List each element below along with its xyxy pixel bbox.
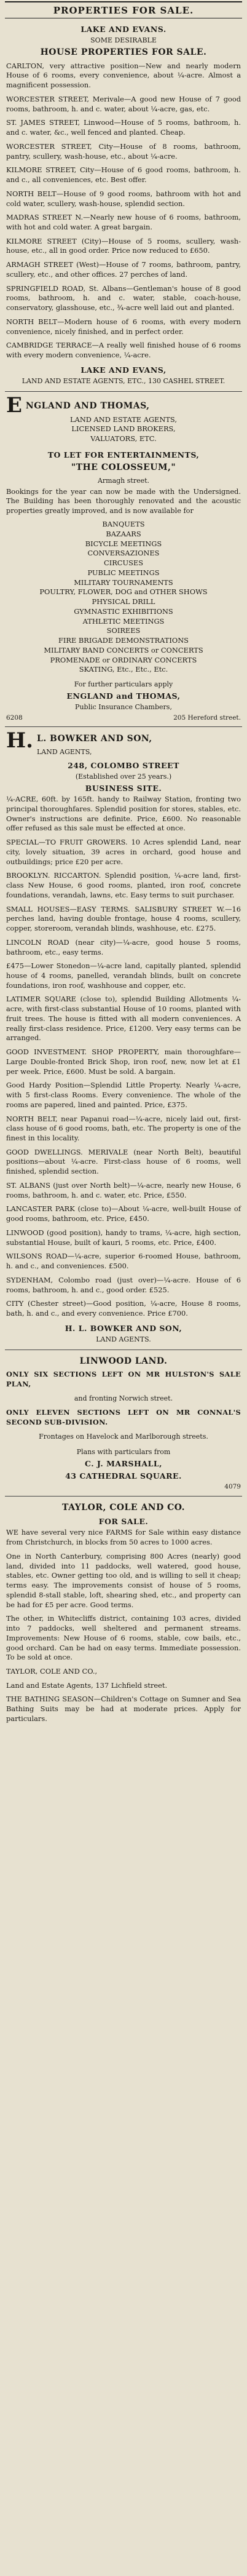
property-listing: LATIMER SQUARE (close to), splendid Building Allotments ¼-acre, with first-class substantial House of 10 rooms, planted with fruit trees. The house is fitted with all modern conveniences. A really first-class residence. Price, £1200. Very easy terms can be arranged. bbox=[6, 995, 241, 1043]
farm-listing: THE BATHING SEASON—Children's Cottage on Sumner and Sea Bathing Suits may be had at moderate prices. Apply for particulars. bbox=[6, 1695, 241, 1723]
farm-listing: Land and Estate Agents, 137 Lichfield street. bbox=[6, 1680, 168, 1690]
firm-name: NGLAND AND THOMAS, bbox=[25, 401, 150, 411]
property-listing: KILMORE STREET (City)—House of 5 rooms, scullery, wash-house, etc., all in good order. Price now reduced to £650. bbox=[6, 236, 241, 255]
farm-listing: TAYLOR, COLE AND CO., bbox=[6, 1667, 98, 1676]
event-item: PROMENADE or ORDINARY CONCERTS bbox=[50, 655, 197, 664]
property-listing: CITY (Chester street)—Good position, ¼-acre, House 8 rooms, bath, h. and c., and every convenience. Price £700. bbox=[6, 1299, 241, 1318]
event-item: FIRE BRIGADE DEMONSTRATIONS bbox=[58, 636, 189, 645]
farm-listing: The other, in Whitecliffs district, containing 103 acres, divided into 7 paddocks, well sheltered and permanent streams. Improvements: New House of 6 rooms, stable, cow bails, etc., good orchard. Can be had on easy terms. Immediate possession. To be sold at once. bbox=[6, 1614, 241, 1662]
event-item: POULTRY, FLOWER, DOG and OTHER SHOWS bbox=[39, 587, 208, 597]
property-listing: WORCESTER STREET, Merivale—A good new House of 7 good rooms, bathroom, h. and c. water, about ¼-acre, gas, etc. bbox=[6, 94, 241, 113]
property-listing: ¼-ACRE, 60ft. by 165ft. handy to Railway Station, fronting two principal thoroughfares. Splendid position for stores, stables, etc. Owner's instructions are definite. Price, £600. No reasonable offer refused as this sale must be effected at once. bbox=[6, 795, 241, 833]
event-item: PHYSICAL DRILL bbox=[92, 597, 155, 606]
advert-subtitle: FOR SALE. bbox=[98, 1517, 149, 1527]
plans-text: Plans with particulars from bbox=[76, 1447, 171, 1456]
property-listing: KILMORE STREET, City—House of 6 good rooms, bathroom, h. and c., all conveniences, etc. Best offer. bbox=[6, 165, 241, 185]
advert-title: HOUSE PROPERTIES FOR SALE. bbox=[40, 47, 207, 58]
event-item: GYMNASTIC EXHIBITIONS bbox=[74, 606, 173, 616]
advert-title: TAYLOR, COLE AND CO. bbox=[61, 1502, 186, 1513]
farm-listing: WE have several very nice FARMS for Sale within easy distance from Christchurch, in blocks from 50 acres to 1000 acres. bbox=[6, 1528, 241, 1547]
property-listing: LANCASTER PARK (close to)—About ¼-acre, well-built House of good rooms, bathroom, etc. Price, £450. bbox=[6, 1204, 241, 1223]
reference-number: 6208 bbox=[6, 714, 23, 722]
event-item: SOIREES bbox=[106, 626, 141, 635]
event-list bbox=[6, 520, 241, 675]
england-thomas-advert bbox=[5, 392, 242, 727]
street-address: 205 Hereford street. bbox=[173, 714, 241, 722]
offer-two: ONLY ELEVEN SECTIONS LEFT ON MR CONNAL'S SECOND SUB-DIVISION. bbox=[6, 1408, 241, 1426]
property-listing: BROOKLYN. RICCARTON. Splendid position, ¼-acre land, first-class New House, 6 good rooms, planted, iron roof, concrete foundations, verandah, lawns, etc. Easy terms to suit purchaser. bbox=[6, 871, 241, 899]
bowker-advert bbox=[5, 727, 242, 1350]
credential-line: VALUATORS, ETC. bbox=[90, 434, 157, 443]
property-listing: NORTH BELT, near Papanui road—¼-acre, nicely laid out, first-class house of 6 good rooms, bath, etc. The property is one of the finest in this locality. bbox=[6, 1114, 241, 1142]
signature: LAKE AND EVANS, bbox=[80, 365, 167, 375]
established-text: (Established over 25 years.) bbox=[75, 772, 172, 781]
offer-two-detail: Frontages on Havelock and Marlborough streets. bbox=[39, 1432, 208, 1441]
property-listing: SYDENHAM, Colombo road (just over)—¼-acre. House of 6 rooms, bathroom, h. and c., good order. £525. bbox=[6, 1275, 241, 1294]
firm-address: 248, COLOMBO STREET bbox=[68, 760, 179, 770]
property-listing: SPRINGFIELD ROAD, St. Albans—Gentleman's house of 8 good rooms, bathroom, h. and c. water, stable, coach-house, conservatory, glasshouse, etc., ¾-acre well laid out and planted. bbox=[6, 284, 241, 312]
lake-evans-advert bbox=[5, 18, 242, 392]
event-item: ATHLETIC MEETINGS bbox=[82, 616, 165, 626]
drop-initial: E bbox=[6, 396, 22, 415]
drop-initial: H. bbox=[6, 731, 33, 753]
farm-list bbox=[6, 1528, 241, 1723]
property-listing: WILSONS ROAD—¼-acre, superior 6-roomed House, bathroom, h. and c., and conveniences. £500. bbox=[6, 1252, 241, 1271]
firm-subtitle: LAND AGENTS, bbox=[36, 748, 92, 757]
to-let-heading: TO LET FOR ENTERTAINMENTS, bbox=[47, 450, 200, 459]
event-item: BANQUETS bbox=[102, 520, 145, 529]
property-listing: MADRAS STREET N.—Nearly new house of 6 rooms, bathroom, with hot and cold water. A great bargain. bbox=[6, 213, 241, 232]
property-listing: WORCESTER STREET, City—House of 8 rooms, bathroom, pantry, scullery, wash-house, etc., about ¼-acre. bbox=[6, 141, 241, 161]
property-listing: ARMAGH STREET (West)—House of 7 rooms, bathroom, pantry, scullery, etc., and other offices. 27 perches of land. bbox=[6, 260, 241, 279]
intro-text: SOME DESIRABLE bbox=[90, 36, 157, 45]
signature-sub: LAND AGENTS. bbox=[96, 1335, 151, 1343]
newspaper-column bbox=[5, 0, 242, 1733]
signature: H. L. BOWKER AND SON, bbox=[65, 1323, 182, 1333]
credential-line: LICENSED LAND BROKERS, bbox=[71, 424, 176, 434]
farm-listing: One in North Canterbury, comprising 800 Acres (nearly) good land, divided into 11 paddocks, well watered, good house, stables, etc. Owner getting too old, and is willing to sell it cheap; terms easy. The improvements consist of house of 5 rooms, splendid 8-stall stable, loft, shearing shed, etc., and property can be had for £5 per acre. Good terms. bbox=[6, 1551, 241, 1609]
event-item: BICYCLE MEETINGS bbox=[85, 539, 162, 548]
taylor-cole-advert bbox=[5, 1497, 242, 1733]
page-header: PROPERTIES FOR SALE. bbox=[5, 1, 242, 18]
property-listing: NORTH BELT—Modern house of 6 rooms, with every modern convenience, nicely finished, and in perfect order. bbox=[6, 317, 241, 336]
property-listing: SPECIAL—TO FRUIT GROWERS. 10 Acres splendid Land, near city, lovely situation, 39 acres in orchard, good house and outbuildings; price £20 per acre. bbox=[6, 838, 241, 866]
site-heading: BUSINESS SITE. bbox=[85, 783, 162, 793]
advert-title: LINWOOD LAND. bbox=[79, 1356, 168, 1367]
property-listing: ST. JAMES STREET, Linwood—House of 5 rooms, bathroom, h. and c. water, &c., well fenced and planted. Cheap. bbox=[6, 118, 241, 137]
reference-number: 4079 bbox=[224, 1483, 241, 1491]
agent-address: 43 CATHEDRAL SQUARE. bbox=[65, 1471, 182, 1481]
agent-heading: LAKE AND EVANS. bbox=[80, 25, 167, 34]
colosseum-address: Armagh street. bbox=[97, 477, 150, 485]
property-listing: ST. ALBANS (just over North belt)—¼-acre, nearly new House, 6 rooms, bathroom, h. and c. water, etc. Price, £550. bbox=[6, 1180, 241, 1199]
credential-line: LAND AND ESTATE AGENTS, bbox=[70, 415, 177, 424]
event-item: CONVERSAZIONES bbox=[87, 549, 160, 558]
property-listing: GOOD DWELLINGS. MERIVALE (near North Belt), beautiful positions—about ¼-acre. First-class house of 6 rooms, well finished, splendid section. bbox=[6, 1147, 241, 1176]
firm-name: L. BOWKER AND SON, bbox=[36, 734, 152, 744]
signature-sub: LAND AND ESTATE AGENTS, ETC., 130 CASHEL STREET. bbox=[22, 377, 225, 386]
property-listing: GOOD INVESTMENT. SHOP PROPERTY, main thoroughfare—Large Double-fronted Brick Shop, iron roof, new, now let at £1 per week. Price, £600. Must be sold. A bargain. bbox=[6, 1047, 241, 1076]
footer-address: Public Insurance Chambers, bbox=[75, 703, 172, 712]
firm-credentials bbox=[6, 415, 241, 444]
property-listing: CARLTON, very attractive position—New and nearly modern House of 6 rooms, every convenience, about ¼-acre. Almost a magnificent possession. bbox=[6, 61, 241, 90]
property-listing: Good Hardy Position—Splendid Little Property. Nearly ¼-acre, with 5 first-class Rooms. Every convenience. The whole of the rooms are papered, lined and painted. Price, £375. bbox=[6, 1081, 241, 1109]
event-item: PUBLIC MEETINGS bbox=[87, 568, 160, 577]
event-item: SKATING, Etc., Etc., Etc. bbox=[79, 665, 168, 674]
linwood-advert bbox=[5, 1350, 242, 1497]
event-item: MILITARY TOURNAMENTS bbox=[74, 578, 173, 587]
footer-firm: ENGLAND and THOMAS, bbox=[66, 691, 181, 701]
property-listing: SMALL HOUSES—EASY TERMS. SALISBURY STREET W.—16 perches land, having double frontage, house 4 rooms, scullery, copper, storeroom, verandah blinds, washhouse, etc. £275. bbox=[6, 904, 241, 933]
offer-one-detail: and fronting Norwich street. bbox=[74, 1394, 173, 1402]
footer-apply: For further particulars apply bbox=[74, 680, 173, 688]
event-item: MILITARY BAND CONCERTS or CONCERTS bbox=[44, 645, 203, 654]
event-item: BAZAARS bbox=[106, 529, 141, 538]
agent-name: C. J. MARSHALL, bbox=[85, 1458, 162, 1468]
offer-one: ONLY SIX SECTIONS LEFT ON MR HULSTON'S SALE PLAN, bbox=[6, 1370, 241, 1389]
property-listing: CAMBRIDGE TERRACE—A really well finished house of 6 rooms with every modern convenience, ¼-acre. bbox=[6, 341, 241, 360]
property-listing: £475—Lower Stonedon—¼-acre land, capitally planted, splendid house of 4 rooms, panelled, verandah blinds, built on concrete foundations, iron roof, washhouse and copper, etc. bbox=[6, 961, 241, 990]
property-list bbox=[6, 62, 241, 360]
property-listing: LINCOLN ROAD (near city)—¼-acre, good house 5 rooms, bathroom, etc., easy terms. bbox=[6, 937, 241, 956]
booking-text: Bookings for the year can now be made with the Undersigned. The Building has been thoroughly renovated and the acoustic properties greatly improved, and is now available for bbox=[6, 487, 241, 515]
colosseum-title: "THE COLOSSEUM," bbox=[71, 463, 176, 473]
property-list bbox=[6, 795, 241, 1319]
property-listing: LINWOOD (good position), handy to trams, ¼-acre, high section, substantial House, built of kauri, 5 rooms, etc. Price, £400. bbox=[6, 1228, 241, 1247]
property-listing: NORTH BELT—House of 9 good rooms, bathroom with hot and cold water, scullery, wash-house, splendid section. bbox=[6, 189, 241, 208]
event-item: CIRCUSES bbox=[103, 559, 144, 568]
